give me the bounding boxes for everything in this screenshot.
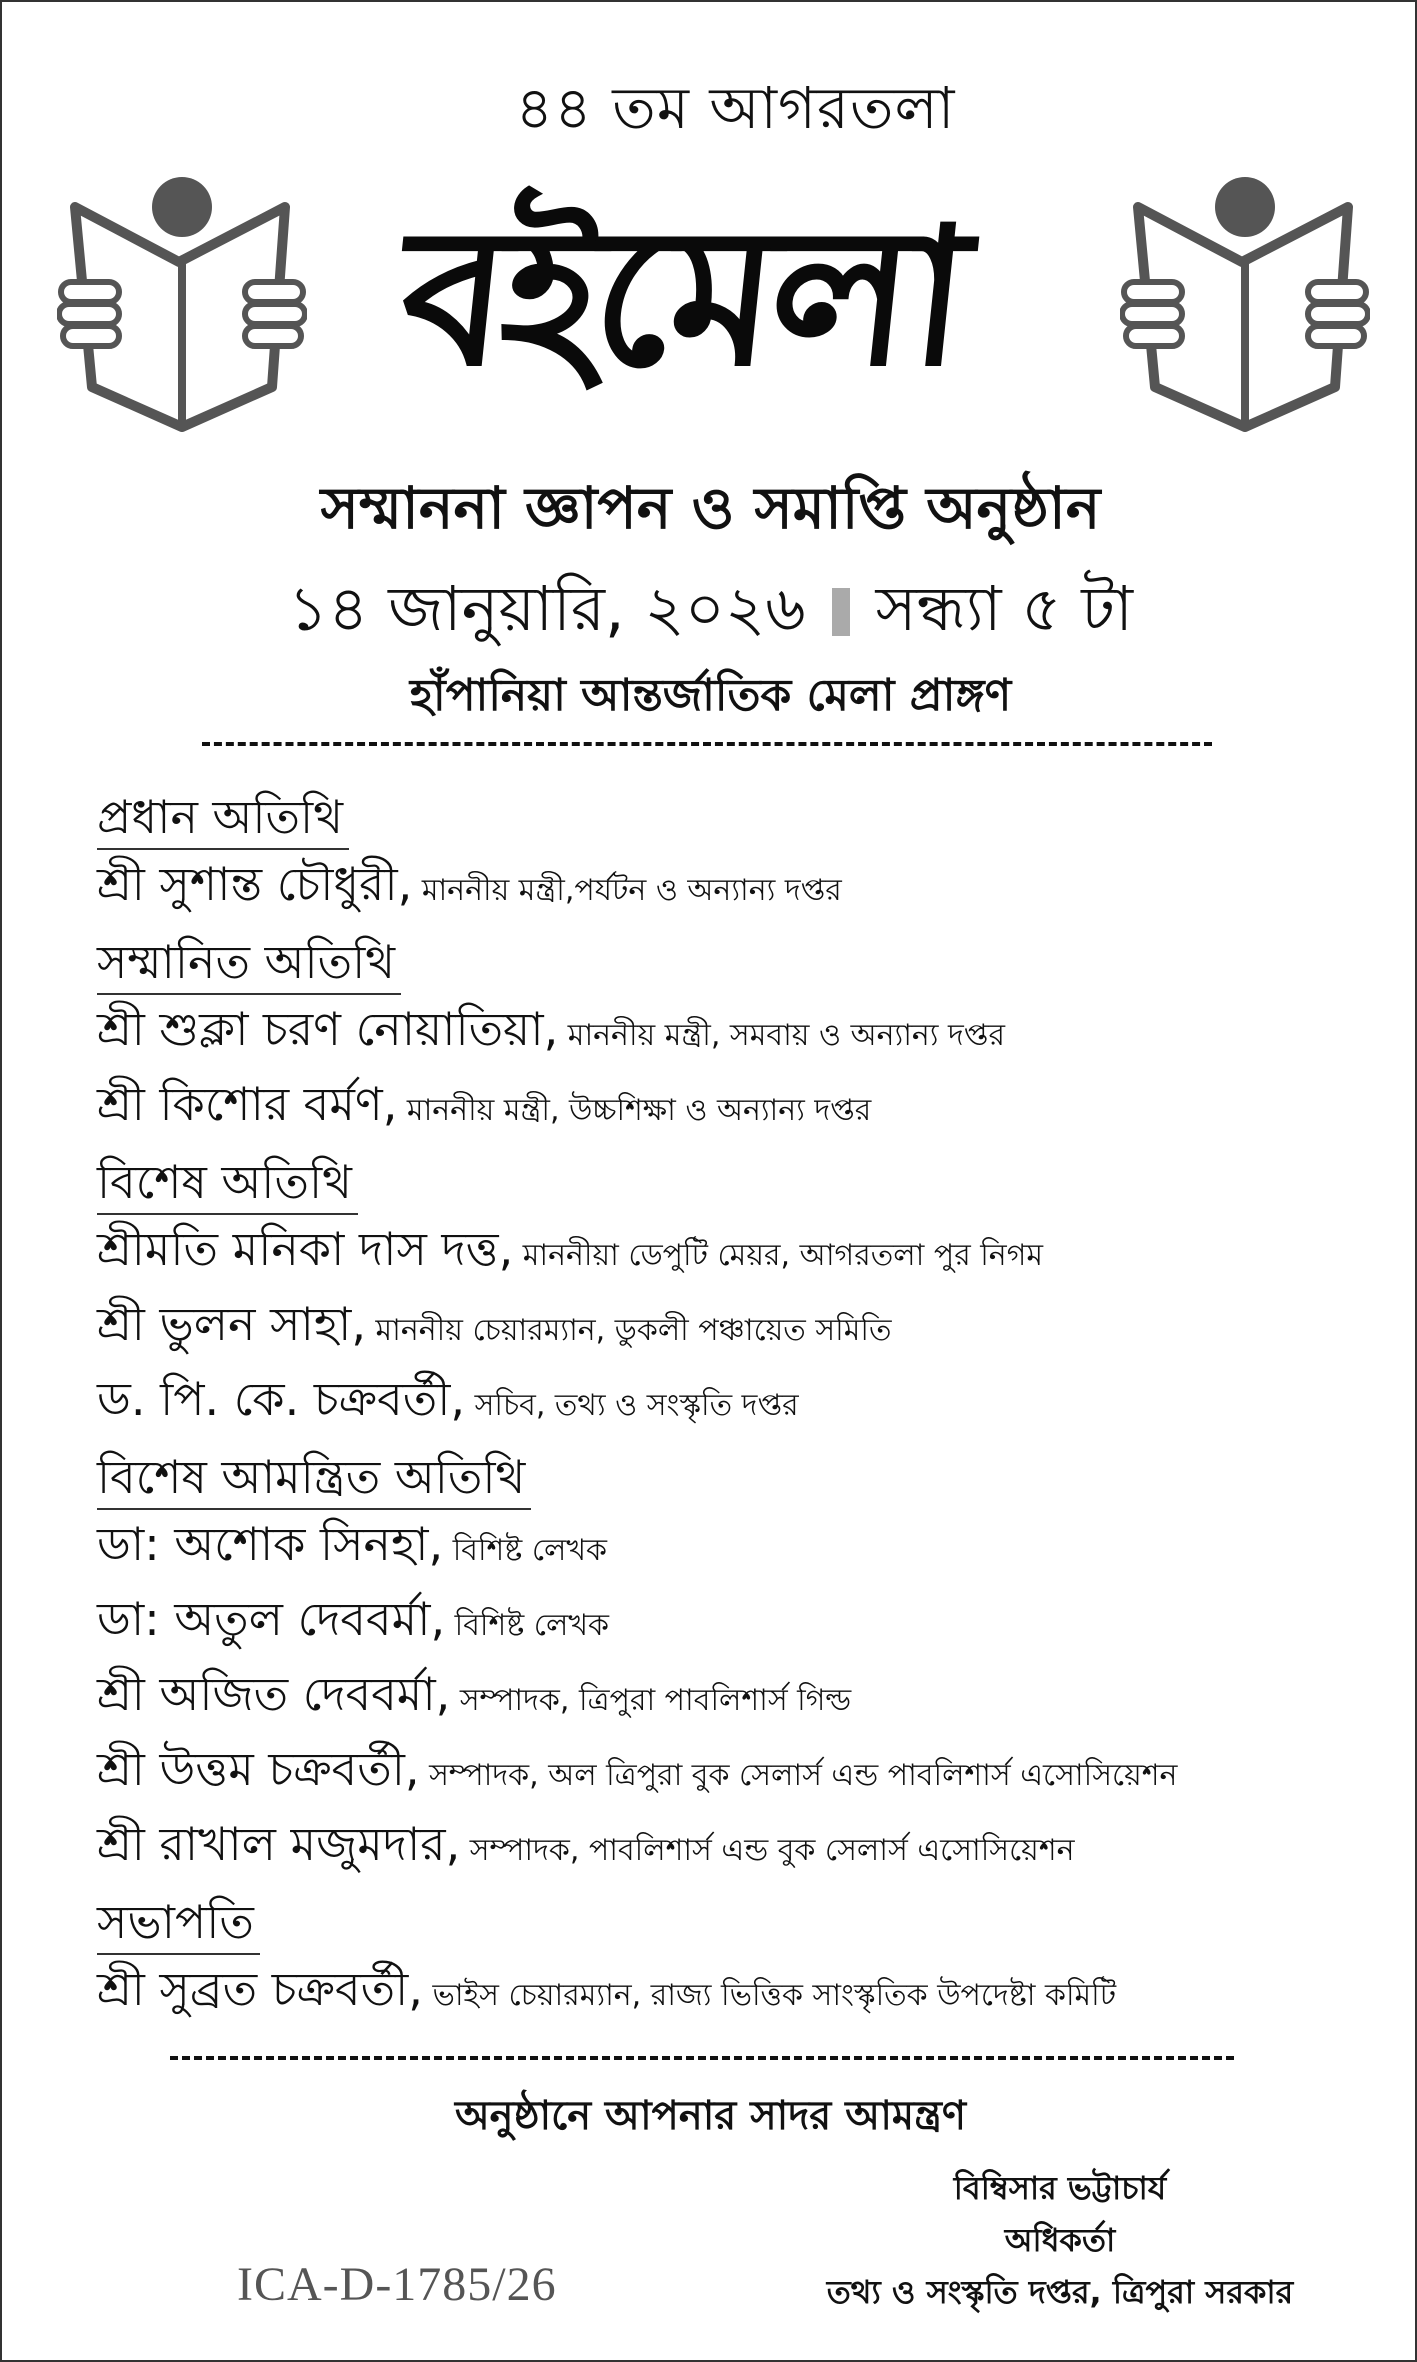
section-heading-president: সভাপতি (97, 1891, 260, 1955)
invitation-line: অনুষ্ঠানে আপনার সাদর আমন্ত্রণ (454, 2093, 967, 2139)
guest-row: শ্রী সুশান্ত চৌধুরী, মাননীয় মন্ত্রী,পর্যটন ও অন্যান্য দপ্তর (97, 857, 842, 911)
guest-row: শ্রীমতি মনিকা দাস দত্ত, মাননীয়া ডেপুটি মেয়র, আগরতলা পুর নিগম (97, 1222, 1044, 1276)
release-code: ICA-D-1785/26 (237, 2258, 557, 2311)
guest-row: শ্রী কিশোর বর্মণ, মাননীয় মন্ত্রী, উচ্চশিক্ষা ও অন্যান্য দপ্তর (97, 1077, 872, 1131)
edition-line: ৪৪ তম আগরতলা (515, 74, 956, 142)
section-heading-honoured-guest: সম্মানিত অতিথি (97, 931, 401, 995)
signatory-block (800, 2162, 1320, 2318)
guest-row: শ্রী শুক্লা চরণ নোয়াতিয়া, মাননীয় মন্ত্রী, সমবায় ও অন্যান্য দপ্তর (97, 1002, 1005, 1056)
guest-row: ড. পি. কে. চক্রবর্তী, সচিব, তথ্য ও সংস্কৃতি দপ্তর (97, 1372, 799, 1426)
section-heading-special-guest: বিশেষ অতিথি (97, 1151, 358, 1215)
guest-row: শ্রী সুব্রত চক্রবর্তী, ভাইস চেয়ারম্যান, রাজ্য ভিত্তিক সাংস্কৃতিক উপদেষ্টা কমিটি (97, 1962, 1117, 2016)
section-heading-invited-guest: বিশেষ আমন্ত্রিত অতিথি (97, 1446, 531, 1510)
event-datetime (2, 562, 1417, 665)
separator-bar (832, 588, 850, 636)
divider (202, 742, 1212, 746)
book-reader-icon (57, 162, 307, 432)
event-date: ১৪ জানুয়ারি, ২০২৬ (287, 572, 806, 645)
guest-list (97, 780, 1397, 2030)
event-subtitle: সম্মাননা জ্ঞাপন ও সমাপ্তি অনুষ্ঠান (320, 474, 1101, 542)
signatory-designation: অধিকর্তা (1004, 2221, 1116, 2259)
guest-row: শ্রী ভুলন সাহা, মাননীয় চেয়ারম্যান, ডুকলী পঞ্চায়েত সমিতি (97, 1297, 892, 1351)
guest-row: শ্রী অজিত দেববর্মা, সম্পাদক, ত্রিপুরা পাবলিশার্স গিল্ড (97, 1667, 852, 1721)
guest-row: শ্রী রাখাল মজুমদার, সম্পাদক, পাবলিশার্স এন্ড বুক সেলার্স এসোসিয়েশন (97, 1817, 1075, 1871)
signatory-department: তথ্য ও সংস্কৃতি দপ্তর, ত্রিপুরা সরকার (826, 2273, 1294, 2311)
event-venue: হাঁপানিয়া আন্তর্জাতিক মেলা প্রাঙ্গণ (409, 670, 1012, 721)
divider (170, 2056, 1234, 2060)
section-heading-chief-guest: প্রধান অতিথি (97, 786, 349, 850)
book-reader-icon (1120, 162, 1370, 432)
guest-row: শ্রী উত্তম চক্রবর্তী, সম্পাদক, অল ত্রিপুরা বুক সেলার্স এন্ড পাবলিশার্স এসোসিয়েশন (97, 1742, 1178, 1796)
guest-row: ডা: অতুল দেববর্মা, বিশিষ্ট লেখক (97, 1592, 610, 1646)
guest-row: ডা: অশোক সিনহা, বিশিষ্ট লেখক (97, 1517, 608, 1571)
signatory-name: বিম্বিসার ভট্টাচার্য (953, 2169, 1167, 2207)
event-time: সন্ধ্যা ৫ টা (875, 572, 1134, 645)
logo-title: বইমেলা (390, 185, 974, 408)
